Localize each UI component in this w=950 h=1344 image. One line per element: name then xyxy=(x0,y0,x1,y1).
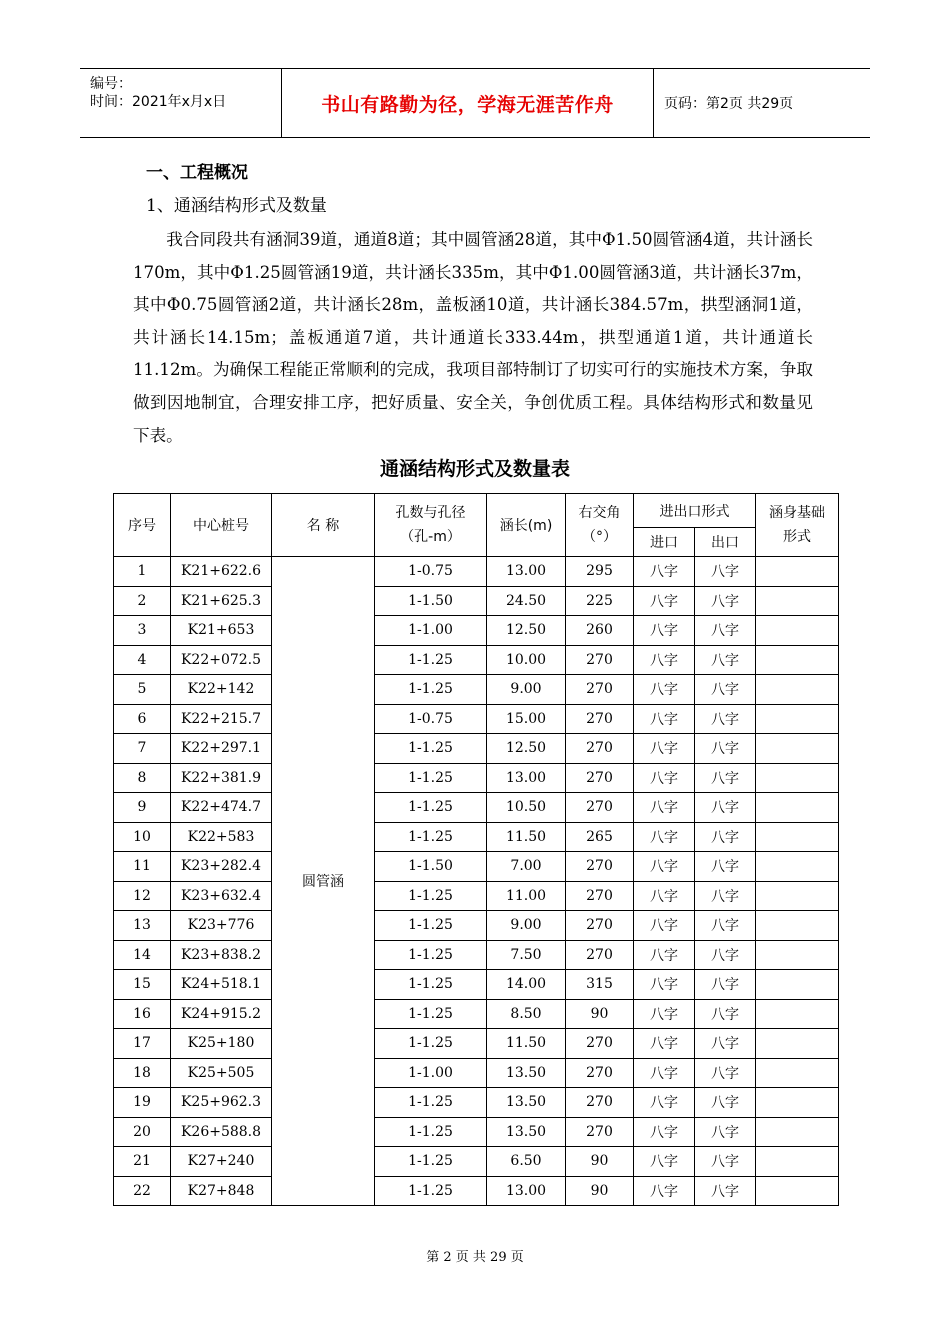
cell-inlet: 八字 xyxy=(634,793,695,823)
cell-foundation xyxy=(756,970,839,1000)
cell-outlet: 八字 xyxy=(695,1058,756,1088)
header-code-label: 编号： xyxy=(90,76,132,92)
cell-outlet: 八字 xyxy=(695,1117,756,1147)
cell-holes: 1-1.25 xyxy=(375,675,487,705)
cell-foundation xyxy=(756,645,839,675)
cell-station: K21+653 xyxy=(171,616,272,646)
cell-outlet: 八字 xyxy=(695,1029,756,1059)
cell-holes: 1-1.25 xyxy=(375,645,487,675)
table-row xyxy=(114,881,839,911)
cell-foundation xyxy=(756,704,839,734)
cell-foundation xyxy=(756,1088,839,1118)
cell-seq: 8 xyxy=(114,763,171,793)
cell-inlet: 八字 xyxy=(634,852,695,882)
cell-station: K25+180 xyxy=(171,1029,272,1059)
cell-holes: 1-1.25 xyxy=(375,822,487,852)
cell-inlet: 八字 xyxy=(634,675,695,705)
cell-angle: 225 xyxy=(566,586,634,616)
cell-foundation xyxy=(756,557,839,587)
subsection-title: 1、通涵结构形式及数量 xyxy=(146,196,327,216)
cell-angle: 90 xyxy=(566,999,634,1029)
table-row xyxy=(114,1058,839,1088)
cell-foundation xyxy=(756,1117,839,1147)
header-page-label: 页码：第2页 共29页 xyxy=(664,96,794,112)
cell-angle: 270 xyxy=(566,1029,634,1059)
cell-outlet: 八字 xyxy=(695,1176,756,1206)
cell-seq: 19 xyxy=(114,1088,171,1118)
culvert-table xyxy=(113,493,839,1206)
cell-seq: 1 xyxy=(114,557,171,587)
cell-foundation xyxy=(756,616,839,646)
cell-inlet: 八字 xyxy=(634,1117,695,1147)
cell-holes: 1-1.25 xyxy=(375,940,487,970)
col-header-outlet: 出口 xyxy=(695,528,756,557)
cell-length: 7.00 xyxy=(487,852,566,882)
table-row xyxy=(114,822,839,852)
cell-station: K22+297.1 xyxy=(171,734,272,764)
col-header-inlet: 进口 xyxy=(634,528,695,557)
cell-foundation xyxy=(756,911,839,941)
col-header-name: 名 称 xyxy=(272,494,375,557)
cell-outlet: 八字 xyxy=(695,1088,756,1118)
cell-outlet: 八字 xyxy=(695,675,756,705)
cell-holes: 1-1.25 xyxy=(375,881,487,911)
table-row xyxy=(114,763,839,793)
cell-outlet: 八字 xyxy=(695,911,756,941)
cell-seq: 18 xyxy=(114,1058,171,1088)
cell-holes: 1-1.25 xyxy=(375,1147,487,1177)
cell-inlet: 八字 xyxy=(634,1058,695,1088)
cell-length: 7.50 xyxy=(487,940,566,970)
cell-foundation xyxy=(756,586,839,616)
cell-seq: 10 xyxy=(114,822,171,852)
table-row xyxy=(114,557,839,587)
cell-station: K27+240 xyxy=(171,1147,272,1177)
table-row xyxy=(114,970,839,1000)
cell-holes: 1-1.25 xyxy=(375,1088,487,1118)
table-row xyxy=(114,616,839,646)
cell-inlet: 八字 xyxy=(634,763,695,793)
cell-angle: 295 xyxy=(566,557,634,587)
cell-holes: 1-1.50 xyxy=(375,586,487,616)
cell-outlet: 八字 xyxy=(695,586,756,616)
cell-seq: 3 xyxy=(114,616,171,646)
cell-inlet: 八字 xyxy=(634,1176,695,1206)
cell-station: K22+474.7 xyxy=(171,793,272,823)
cell-inlet: 八字 xyxy=(634,616,695,646)
cell-holes: 1-1.00 xyxy=(375,616,487,646)
col-header-inout: 进出口形式 xyxy=(634,494,756,528)
cell-angle: 270 xyxy=(566,645,634,675)
cell-outlet: 八字 xyxy=(695,704,756,734)
cell-holes: 1-0.75 xyxy=(375,557,487,587)
cell-holes: 1-1.25 xyxy=(375,970,487,1000)
cell-length: 12.50 xyxy=(487,734,566,764)
cell-angle: 260 xyxy=(566,616,634,646)
cell-angle: 270 xyxy=(566,852,634,882)
col-header-angle: 右交角（°） xyxy=(566,494,634,557)
cell-holes: 1-1.25 xyxy=(375,911,487,941)
cell-seq: 17 xyxy=(114,1029,171,1059)
cell-inlet: 八字 xyxy=(634,734,695,764)
cell-angle: 270 xyxy=(566,1088,634,1118)
cell-station: K24+518.1 xyxy=(171,970,272,1000)
cell-foundation xyxy=(756,734,839,764)
cell-holes: 1-1.25 xyxy=(375,793,487,823)
cell-seq: 2 xyxy=(114,586,171,616)
cell-outlet: 八字 xyxy=(695,940,756,970)
cell-station: K25+962.3 xyxy=(171,1088,272,1118)
cell-inlet: 八字 xyxy=(634,911,695,941)
col-header-station: 中心桩号 xyxy=(171,494,272,557)
page-footer: 第 2 页 共 29 页 xyxy=(426,1250,524,1265)
table-row xyxy=(114,1117,839,1147)
cell-station: K24+915.2 xyxy=(171,999,272,1029)
cell-foundation xyxy=(756,763,839,793)
table-row xyxy=(114,852,839,882)
cell-length: 13.50 xyxy=(487,1088,566,1118)
cell-station: K23+776 xyxy=(171,911,272,941)
col-header-foundation: 涵身基础形式 xyxy=(756,494,839,557)
cell-outlet: 八字 xyxy=(695,763,756,793)
cell-holes: 1-1.25 xyxy=(375,763,487,793)
cell-outlet: 八字 xyxy=(695,852,756,882)
cell-length: 15.00 xyxy=(487,704,566,734)
cell-station: K21+622.6 xyxy=(171,557,272,587)
table-row xyxy=(114,734,839,764)
cell-seq: 15 xyxy=(114,970,171,1000)
cell-inlet: 八字 xyxy=(634,1029,695,1059)
table-row xyxy=(114,1176,839,1206)
cell-length: 10.50 xyxy=(487,793,566,823)
cell-station: K23+282.4 xyxy=(171,852,272,882)
table-body xyxy=(114,557,839,1206)
table-row xyxy=(114,793,839,823)
cell-seq: 4 xyxy=(114,645,171,675)
cell-seq: 13 xyxy=(114,911,171,941)
table-row xyxy=(114,911,839,941)
cell-length: 11.50 xyxy=(487,1029,566,1059)
cell-holes: 1-1.00 xyxy=(375,1058,487,1088)
cell-inlet: 八字 xyxy=(634,645,695,675)
cell-outlet: 八字 xyxy=(695,970,756,1000)
cell-station: K22+215.7 xyxy=(171,704,272,734)
cell-length: 6.50 xyxy=(487,1147,566,1177)
cell-foundation xyxy=(756,1147,839,1177)
cell-holes: 1-1.25 xyxy=(375,1117,487,1147)
cell-inlet: 八字 xyxy=(634,999,695,1029)
body-paragraph: 我合同段共有涵洞39道，通道8道；其中圆管涵28道，其中Φ1.50圆管涵4道，共计涵长170m，其中Φ1.25圆管涵19道，共计涵长335m，其中Φ1.00圆管涵3道，共计涵长37m，其中Φ0.75圆管涵2道，共计涵长28m，盖板涵10道，共计涵长384.57m，拱型涵洞1道，共计涵长14.15m；盖板通道7道，共计通道长333.44m，拱型通道1道，共计通道长11.12m。为确保工程能正常顺利的完成，我项目部特制订了切实可行的实施技术方案，争取做到因地制宜，合理安排工序，把好质量、安全关，争创优质工程。具体结构形式和数量见下表。 xyxy=(133,230,813,445)
cell-inlet: 八字 xyxy=(634,586,695,616)
table-row xyxy=(114,645,839,675)
table-title: 通涵结构形式及数量表 xyxy=(379,458,570,480)
table-row xyxy=(114,1088,839,1118)
cell-angle: 270 xyxy=(566,1058,634,1088)
cell-foundation xyxy=(756,675,839,705)
cell-inlet: 八字 xyxy=(634,1147,695,1177)
col-header-holes: 孔数与孔径（孔-m） xyxy=(375,494,487,557)
cell-foundation xyxy=(756,1029,839,1059)
cell-station: K21+625.3 xyxy=(171,586,272,616)
cell-seq: 9 xyxy=(114,793,171,823)
cell-seq: 14 xyxy=(114,940,171,970)
cell-outlet: 八字 xyxy=(695,616,756,646)
cell-name-merged: 圆管涵 xyxy=(272,557,375,1206)
cell-station: K25+505 xyxy=(171,1058,272,1088)
cell-inlet: 八字 xyxy=(634,557,695,587)
cell-holes: 1-1.25 xyxy=(375,1029,487,1059)
table-row xyxy=(114,940,839,970)
cell-station: K22+142 xyxy=(171,675,272,705)
cell-station: K23+838.2 xyxy=(171,940,272,970)
table-row xyxy=(114,704,839,734)
cell-angle: 270 xyxy=(566,793,634,823)
cell-foundation xyxy=(756,852,839,882)
cell-holes: 1-1.25 xyxy=(375,1176,487,1206)
page-header xyxy=(80,68,870,138)
cell-angle: 270 xyxy=(566,763,634,793)
cell-holes: 1-1.50 xyxy=(375,852,487,882)
cell-angle: 270 xyxy=(566,1117,634,1147)
cell-length: 9.00 xyxy=(487,911,566,941)
cell-inlet: 八字 xyxy=(634,822,695,852)
cell-station: K22+583 xyxy=(171,822,272,852)
cell-inlet: 八字 xyxy=(634,1088,695,1118)
cell-seq: 12 xyxy=(114,881,171,911)
body-paragraph-block xyxy=(133,224,813,452)
section-title: 一、工程概况 xyxy=(146,163,248,183)
cell-outlet: 八字 xyxy=(695,557,756,587)
cell-length: 13.50 xyxy=(487,1117,566,1147)
cell-angle: 270 xyxy=(566,881,634,911)
cell-angle: 270 xyxy=(566,911,634,941)
cell-length: 11.50 xyxy=(487,822,566,852)
header-motto-cell xyxy=(282,69,654,137)
table-row xyxy=(114,1147,839,1177)
cell-seq: 7 xyxy=(114,734,171,764)
cell-seq: 21 xyxy=(114,1147,171,1177)
cell-outlet: 八字 xyxy=(695,793,756,823)
cell-foundation xyxy=(756,793,839,823)
cell-angle: 270 xyxy=(566,675,634,705)
table-row xyxy=(114,999,839,1029)
cell-length: 11.00 xyxy=(487,881,566,911)
cell-length: 12.50 xyxy=(487,616,566,646)
cell-seq: 6 xyxy=(114,704,171,734)
header-meta xyxy=(80,69,282,137)
cell-length: 24.50 xyxy=(487,586,566,616)
cell-station: K26+588.8 xyxy=(171,1117,272,1147)
cell-inlet: 八字 xyxy=(634,881,695,911)
table-row xyxy=(114,675,839,705)
cell-length: 13.00 xyxy=(487,557,566,587)
cell-angle: 90 xyxy=(566,1147,634,1177)
cell-length: 8.50 xyxy=(487,999,566,1029)
cell-length: 14.00 xyxy=(487,970,566,1000)
col-header-seq: 序号 xyxy=(114,494,171,557)
cell-length: 13.50 xyxy=(487,1058,566,1088)
cell-seq: 11 xyxy=(114,852,171,882)
cell-angle: 270 xyxy=(566,940,634,970)
cell-angle: 270 xyxy=(566,734,634,764)
cell-station: K27+848 xyxy=(171,1176,272,1206)
cell-angle: 90 xyxy=(566,1176,634,1206)
col-header-length: 涵长(m) xyxy=(487,494,566,557)
cell-holes: 1-0.75 xyxy=(375,704,487,734)
cell-length: 9.00 xyxy=(487,675,566,705)
cell-length: 10.00 xyxy=(487,645,566,675)
cell-seq: 22 xyxy=(114,1176,171,1206)
cell-outlet: 八字 xyxy=(695,881,756,911)
cell-foundation xyxy=(756,1058,839,1088)
table-row xyxy=(114,1029,839,1059)
table-row xyxy=(114,586,839,616)
header-time-label: 时间：2021年x月x日 xyxy=(90,94,227,110)
cell-outlet: 八字 xyxy=(695,999,756,1029)
cell-inlet: 八字 xyxy=(634,970,695,1000)
cell-station: K23+632.4 xyxy=(171,881,272,911)
cell-holes: 1-1.25 xyxy=(375,734,487,764)
header-motto: 书山有路勤为径，学海无涯苦作舟 xyxy=(321,93,614,116)
cell-foundation xyxy=(756,881,839,911)
cell-outlet: 八字 xyxy=(695,734,756,764)
cell-outlet: 八字 xyxy=(695,822,756,852)
cell-station: K22+381.9 xyxy=(171,763,272,793)
cell-foundation xyxy=(756,999,839,1029)
cell-angle: 270 xyxy=(566,704,634,734)
cell-foundation xyxy=(756,940,839,970)
cell-foundation xyxy=(756,822,839,852)
cell-angle: 315 xyxy=(566,970,634,1000)
cell-inlet: 八字 xyxy=(634,940,695,970)
cell-outlet: 八字 xyxy=(695,1147,756,1177)
cell-seq: 5 xyxy=(114,675,171,705)
cell-seq: 16 xyxy=(114,999,171,1029)
cell-station: K22+072.5 xyxy=(171,645,272,675)
cell-foundation xyxy=(756,1176,839,1206)
cell-length: 13.00 xyxy=(487,1176,566,1206)
cell-angle: 265 xyxy=(566,822,634,852)
cell-holes: 1-1.25 xyxy=(375,999,487,1029)
cell-length: 13.00 xyxy=(487,763,566,793)
cell-seq: 20 xyxy=(114,1117,171,1147)
cell-inlet: 八字 xyxy=(634,704,695,734)
cell-outlet: 八字 xyxy=(695,645,756,675)
